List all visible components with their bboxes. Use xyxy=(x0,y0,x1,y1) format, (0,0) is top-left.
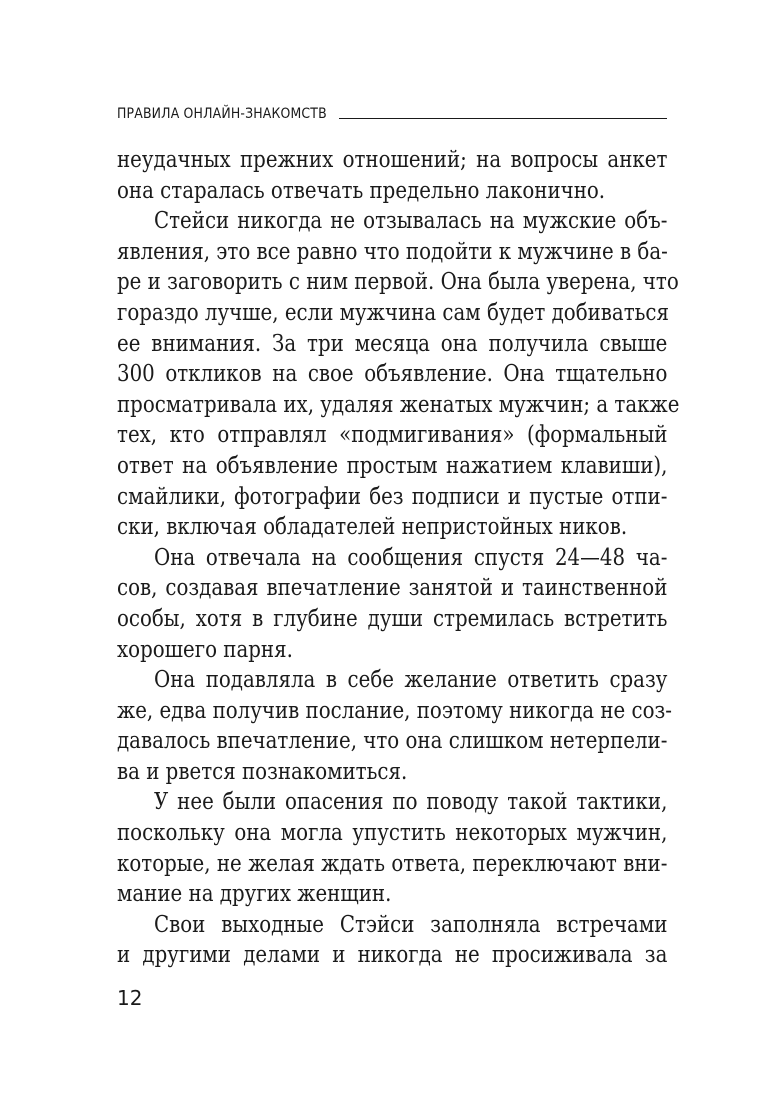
text-line: ва и рвется познакомиться. xyxy=(117,758,408,785)
text-line: гораздо лучше, если мужчина сам будет добиваться xyxy=(117,299,669,326)
text-line: тех, кто отправлял «подмигивания» (формальный xyxy=(117,422,668,449)
text-line: У нее были опасения по поводу такой тактики, xyxy=(153,789,668,816)
header-rule xyxy=(339,118,667,119)
text-line: особы, хотя в глубине души стремилась встретить xyxy=(117,605,668,632)
text-line: неудачных прежних отношений; на вопросы анкет xyxy=(117,147,668,173)
text-line: просматривала их, удаляя женатых мужчин; а также xyxy=(117,391,680,418)
text-line: Свои выходные Стэйси заполняла встречами xyxy=(153,911,668,938)
text-line: Стейси никогда не отзывалась на мужские объ- xyxy=(153,208,668,235)
text-line: она старалась отвечать предельно лаконично. xyxy=(117,177,606,204)
page-number: 12 xyxy=(117,986,143,1010)
text-line: сов, создавая впечатление занятой и таинственной xyxy=(117,575,668,602)
text-line: Она подавляла в себе желание ответить сразу xyxy=(153,667,668,694)
text-line: ответ на объявление простым нажатием клавиши), xyxy=(117,452,668,479)
text-line: явления, это все равно что подойти к мужчине в ба- xyxy=(117,238,668,265)
text-line: и другими делами и никогда не просиживала за xyxy=(117,942,668,969)
text-line: которые, не желая ждать ответа, переключают вни- xyxy=(117,850,668,877)
text-line: поскольку она могла упустить некоторых мужчин, xyxy=(117,820,668,847)
running-title: ПРАВИЛА ОНЛАЙН-ЗНАКОМСТВ xyxy=(117,105,327,122)
text-line: мание на других женщин. xyxy=(117,881,392,908)
body-text xyxy=(117,145,680,971)
text-line: же, едва получив послание, поэтому никогда не соз- xyxy=(117,697,672,724)
text-line: ее внимания. За три месяца она получила свыше xyxy=(117,330,668,357)
text-line: смайлики, фотографии без подписи и пустые отпи- xyxy=(117,483,668,510)
running-header xyxy=(117,99,667,121)
text-line: ски, включая обладателей непристойных ников. xyxy=(117,514,628,541)
text-line: ре и заговорить с ним первой. Она была уверена, что xyxy=(117,269,679,296)
text-line: 300 откликов на свое объявление. Она тщательно xyxy=(117,361,668,388)
text-line: давалось впечатление, что она слишком нетерпели- xyxy=(117,728,668,755)
text-line: Она отвечала на сообщения спустя 24—48 ча- xyxy=(153,544,668,571)
text-line: хорошего парня. xyxy=(117,636,293,663)
